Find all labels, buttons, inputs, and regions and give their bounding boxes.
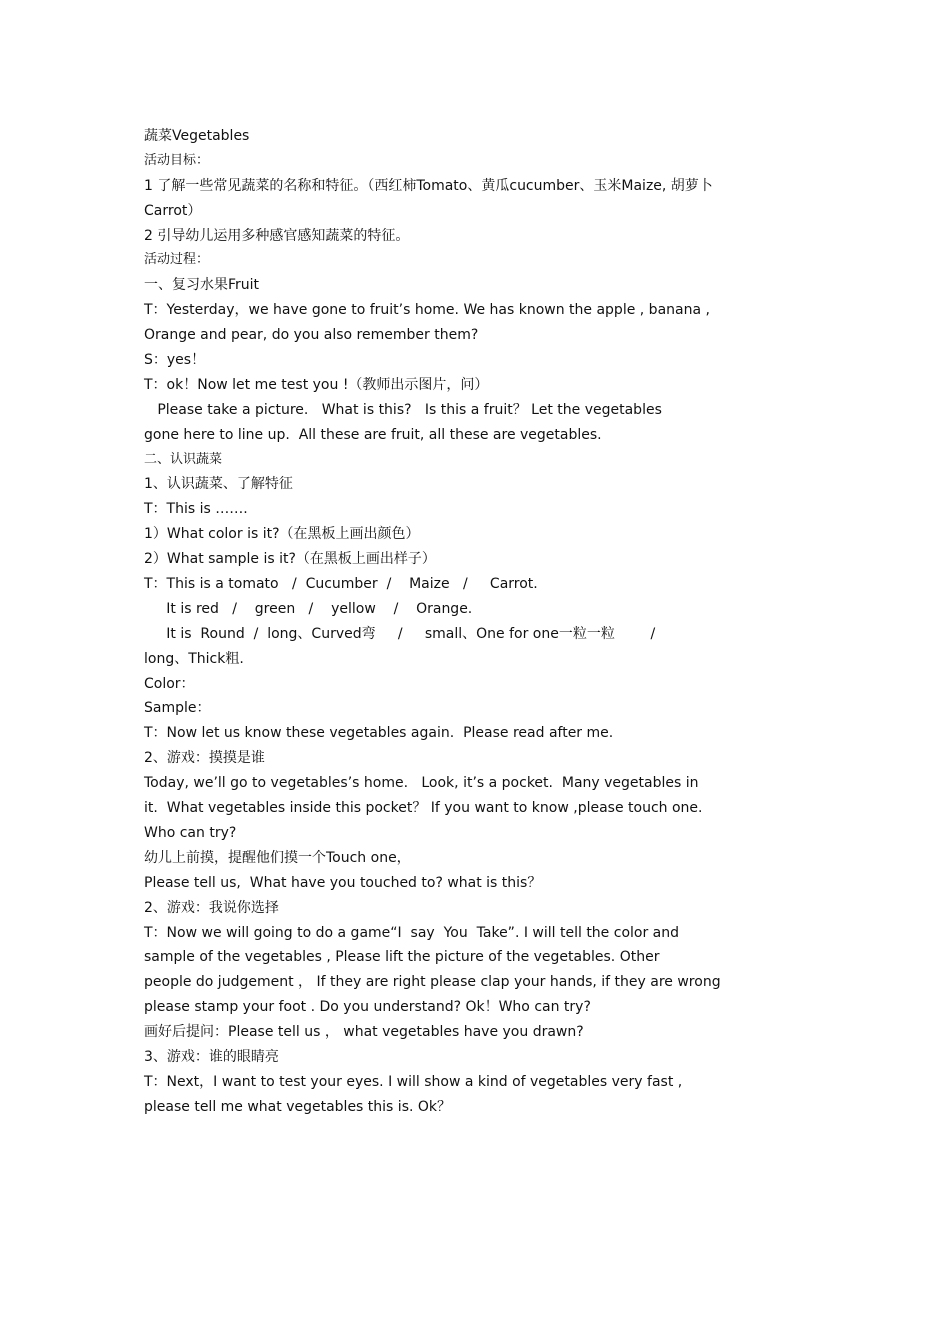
text-line: T：This is …….	[144, 501, 248, 518]
text-line: please stamp your foot . Do you understand? Ok！Who can try?	[144, 999, 591, 1016]
objective-2: 2 引导幼儿运用多种感官感知蔬菜的特征。	[144, 227, 410, 244]
text-line: Please take a picture. What is this? Is this a fruit？ Let the vegetables	[144, 401, 662, 418]
subsection-heading: 1、认识蔬菜、了解特征	[144, 476, 293, 493]
text-line: 画好后提问：Please tell us ， what vegetables have you drawn?	[144, 1024, 584, 1041]
objectives-heading: 活动目标：	[144, 152, 210, 168]
text-line: T：Next，I want to test your eyes. I will show a kind of vegetables very fast ,	[144, 1073, 683, 1090]
text-line: please tell me what vegetables this is. Ok？	[144, 1098, 452, 1115]
document-body	[144, 124, 764, 1120]
text-line: It is Round / long、Curved弯 / small、One for one一粒一粒 /	[144, 625, 656, 642]
text-line: T：ok！Now let me test you !（教师出示图片，问）	[144, 376, 489, 393]
text-line: T：Yesterday，we have gone to fruit’s home. We has known the apple , banana ,	[144, 302, 710, 319]
text-line: Please tell us, What have you touched to? what is this？	[144, 874, 542, 891]
section-1-heading: 一、复习水果Fruit	[144, 277, 260, 294]
text-line: gone here to line up. All these are fruit, all these are vegetables.	[144, 426, 602, 443]
objective-1: 1 了解一些常见蔬菜的名称和特征。（西红柿Tomato、黄瓜cucumber、玉米Maize, 胡萝卜	[144, 177, 713, 194]
text-line: it. What vegetables inside this pocket？ If you want to know ,please touch one.	[144, 800, 703, 817]
text-line: 1）What color is it?（在黑板上画出颜色）	[144, 526, 420, 543]
text-line: S：yes！	[144, 352, 206, 369]
text-line: sample of the vegetables , Please lift the picture of the vegetables. Other	[144, 949, 660, 966]
section-2-heading: 二、认识蔬菜	[144, 451, 223, 467]
text-line: 幼儿上前摸，提醒他们摸一个Touch one，	[144, 849, 411, 866]
doc-title: 蔬菜Vegetables	[144, 128, 250, 144]
text-line: T：Now let us know these vegetables again. Please read after me.	[144, 725, 614, 742]
text-line: people do judgement ， If they are right please clap your hands, if they are wrong	[144, 974, 721, 991]
text-line: Color：	[144, 675, 195, 692]
text-line: Today, we’ll go to vegetables’s home. Look, it’s a pocket. Many vegetables in	[144, 775, 699, 792]
text-line: Who can try?	[144, 824, 237, 841]
subsection-heading: 3、游戏：谁的眼睛亮	[144, 1048, 279, 1065]
text-line: long、Thick粗.	[144, 650, 244, 667]
subsection-heading: 2、游戏：我说你选择	[144, 899, 279, 916]
text-line: It is red / green / yellow / Orange.	[144, 600, 473, 617]
objective-1-cont: Carrot）	[144, 202, 202, 219]
text-line: T：This is a tomato / Cucumber / Maize / Carrot.	[144, 576, 538, 593]
text-line: T：Now we will going to do a game“I say You Take”. I will tell the color and	[144, 924, 680, 941]
subsection-heading: 2、游戏：摸摸是谁	[144, 750, 265, 767]
text-line: Sample：	[144, 700, 211, 717]
text-line: Orange and pear, do you also remember them?	[144, 327, 479, 344]
process-heading: 活动过程：	[144, 252, 210, 268]
text-line: 2）What sample is it?（在黑板上画出样子）	[144, 551, 436, 568]
